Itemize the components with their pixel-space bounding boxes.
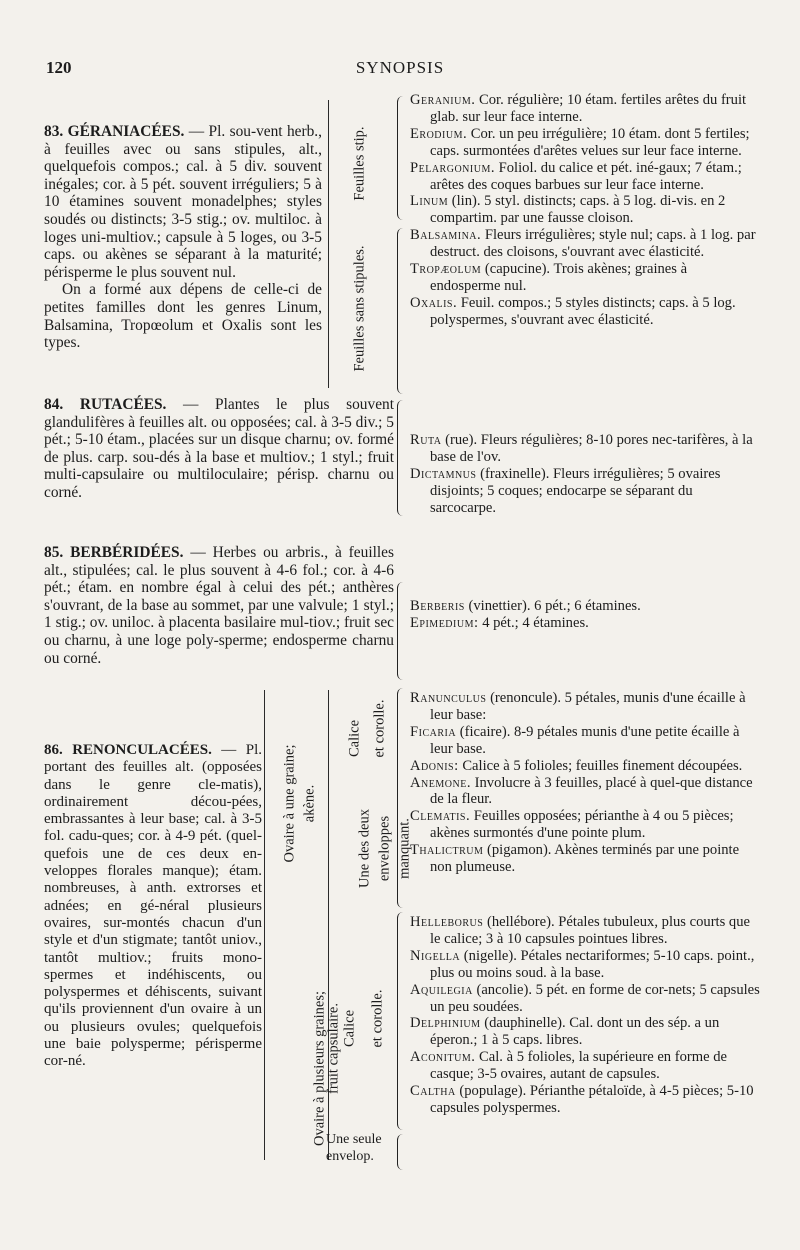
key-une-seule: Une seule <box>326 1132 382 1147</box>
family-title: 84. RUTACÉES. <box>44 396 167 413</box>
genus-entry: Tropæolum (capucine). Trois akènes; graines à endosperme nul. <box>410 261 688 294</box>
key-ovaire-une-graine: Ovaire à une graine; <box>281 744 298 863</box>
genus-entry: Aconitum. Cal. à 5 folioles, la supérieure en forme de casque; 3-5 ovaires, autant de capsules. <box>410 1049 728 1083</box>
genus-entry: Anemone. Involucre à 3 feuilles, placé à quel-que distance de la fleur. <box>410 774 753 808</box>
brace <box>397 912 406 1130</box>
divider-line <box>328 100 329 388</box>
genus-entry: Nigella (nigelle). Pétales nectariformes; 5-10 caps. point., plus ou moins soud. à la base. <box>410 947 755 981</box>
genera-renonculacees-a <box>410 690 760 876</box>
family-geraniacees <box>44 123 322 352</box>
brace <box>397 582 406 680</box>
genus-entry: Berberis (vinettier). 6 pét.; 6 étamines. <box>410 598 641 614</box>
key-corolle-1: et corolle. <box>371 699 388 758</box>
genus-entry: Epimedium: 4 pét.; 4 étamines. <box>410 614 589 631</box>
key-ovaire-plusieurs: Ovaire à plusieurs graines; <box>311 990 328 1147</box>
key-enveloppes: enveloppes <box>376 815 393 882</box>
genus-entry: Linum (lin). 5 styl. distincts; caps. à 5 log. di-vis. en 2 compartim. par une fausse cloison. <box>410 193 726 227</box>
family-description: — Pl. sou-vent herb., à feuilles avec ou sans stipules, alt., quelquefois compos.; cal. à 5 div. souvent inégales; cor. à 5 pét. souvent irréguliers; 5 à 10 étamines souvent monadelphes; styles soudés ou distincts; 3-5 stig.; ov. multiloc. à loges uni-multiov.; capsule à 5 loges, ou 3-5 caps. ou akènes se séparant à la maturité; périsperme le plus souvent nul. <box>44 123 322 281</box>
key-envelop: envelop. <box>326 1149 374 1164</box>
family-rutacees <box>44 396 394 502</box>
genus-entry: Clematis. Feuilles opposées; périanthe à 4 ou 5 pièces; akènes surmontés d'une pointe plum. <box>410 808 734 842</box>
key-feuilles-stip: Feuilles stip. <box>351 126 368 201</box>
family-renonculacees <box>44 742 262 1071</box>
genus-entry: Aquilegia (ancolie). 5 pét. en forme de cor-nets; 5 capsules un peu soudées. <box>410 981 760 1015</box>
genus-entry: Adonis: Calice à 5 folioles; feuilles finement découpées. <box>410 757 743 774</box>
brace <box>397 96 406 220</box>
genus-entry: Erodium. Cor. un peu irrégulière; 10 étam. dont 5 fertiles; caps. surmontées d'arêtes velues sur leur face interne. <box>410 125 750 159</box>
key-fruit-capsulaire: fruit capsulaire. <box>325 1003 342 1094</box>
genera-rutacees <box>410 432 760 517</box>
genus-entry: Balsamina. Fleurs irrégulières; style nul; caps. à 1 log. par destruct. des cloisons, s'ouvrant avec élasticité. <box>410 227 756 261</box>
brace <box>397 228 406 394</box>
genera-berberidees <box>410 598 760 632</box>
brace <box>397 688 406 908</box>
divider-line <box>264 690 265 1160</box>
family-description: — Herbes ou arbris., à feuilles alt., stipulées; cal. le plus souvent à 4-6 fol.; cor. à 4-6 pét.; étam. en nombre égal à celui des pét.; anthères s'ouvrant, de la base au sommet, par une valvule; 1 styl.; 1 stig.; ov. uniloc. à placenta basilaire mul-tiov.; fruit sec ou charnu, à une loge poly-sperme; endosperme charnu ou corné. <box>44 544 394 667</box>
family-description: — Plantes le plus souvent glandulifères à feuilles alt. ou opposées; cal. à 3-5 div.; 5 pét.; 5-10 étam., placées sur un disque charnu; ov. formé de plus. carp. sou-dés à la base et multiov.; 1 styl.; fruit multi-capsulaire ou multiloculaire; périsp. charnu ou corné. <box>44 396 394 501</box>
family-description: — Pl. portant des feuilles alt. (opposées dans le genre cle-matis), ordinairement décou-pées, embrassantes à leur base; cal. à 3-5 fol. cadu-ques; cor. à 4-9 pét. (quel-quefois une de ces deux en-veloppes florales manque); étam. nombreuses, à anth. extrorses et adnées; en gé-néral plusieurs ovaires, sur-montés chacun d'un style et d'un stigmate; tantôt uniov., tantôt multiov.; fruits mono-spermes et indéhiscents, ou polyspermes et déhiscents, suivant qu'ils proviennent d'un ovaire à un ou plusieurs ovules; quelquefois une baie polysperme; périsperme cor-né. <box>44 742 263 1070</box>
key-corolle-2: et corolle. <box>369 989 386 1048</box>
genus-entry: Pelargonium. Foliol. du calice et pét. iné-gaux; 7 étam.; arêtes des coques barbues sur leur face interne. <box>410 159 742 193</box>
key-calice-2: Calice <box>341 1009 358 1048</box>
family-title: 85. BERBÉRIDÉES. <box>44 544 184 561</box>
family-berberidees <box>44 544 394 667</box>
page-number: 120 <box>46 58 72 77</box>
genera-geraniacees <box>410 92 760 329</box>
genus-entry: Ranunculus (renoncule). 5 pétales, munis d'une écaille à leur base: <box>410 690 746 723</box>
genus-entry: Helleborus (hellébore). Pétales tubuleux, plus courts que le calice; 3 à 10 capsules pointues libres. <box>410 914 751 947</box>
genus-entry: Delphinium (dauphinelle). Cal. dont un des sép. a un éperon.; 1 à 5 caps. libres. <box>410 1015 720 1049</box>
running-title: SYNOPSIS <box>355 58 445 77</box>
key-calice-1: Calice <box>346 719 363 758</box>
brace <box>397 400 406 516</box>
family-title: 83. GÉRANIACÉES. <box>44 123 185 140</box>
key-manquant: manquant. <box>396 818 413 879</box>
genus-entry: Ruta (rue). Fleurs régulières; 8-10 pores nec-tarifères, à la base de l'ov. <box>410 432 753 465</box>
family-title: 86. RENONCULACÉES. <box>44 742 212 758</box>
genus-entry: Caltha (populage). Périanthe pétaloïde, à 4-5 pièces; 5-10 capsules polyspermes. <box>410 1083 754 1116</box>
genus-entry: Oxalis. Feuil. compos.; 5 styles distincts; caps. à 5 log. polyspermes, s'ouvrant avec élasticité. <box>410 294 736 328</box>
genus-entry: Thalictrum (pigamon). Akènes terminés par une pointe non plumeuse. <box>410 842 740 876</box>
key-akene: akène. <box>301 784 318 823</box>
key-feuilles-sans-stipules: Feuilles sans stipules. <box>351 245 368 372</box>
key-une-des-deux: Une des deux <box>356 809 373 888</box>
genera-renonculacees-b <box>410 914 760 1117</box>
family-note: On a formé aux dépens de celle-ci de petites familles dont les genres Linum, Balsamina, Tropœolum et Oxalis sont les types. <box>44 281 322 352</box>
genus-entry: Ficaria (ficaire). 8-9 pétales munis d'une petite écaille à leur base. <box>410 723 740 757</box>
brace <box>397 1134 406 1170</box>
genus-entry: Geranium. Cor. régulière; 10 étam. fertiles arêtes du fruit glab. sur leur face interne. <box>410 92 747 125</box>
genus-entry: Dictamnus (fraxinelle). Fleurs irrégulières; 5 ovaires disjoints; 5 coques; endocarpe se séparant du sarcocarpe. <box>410 465 721 516</box>
